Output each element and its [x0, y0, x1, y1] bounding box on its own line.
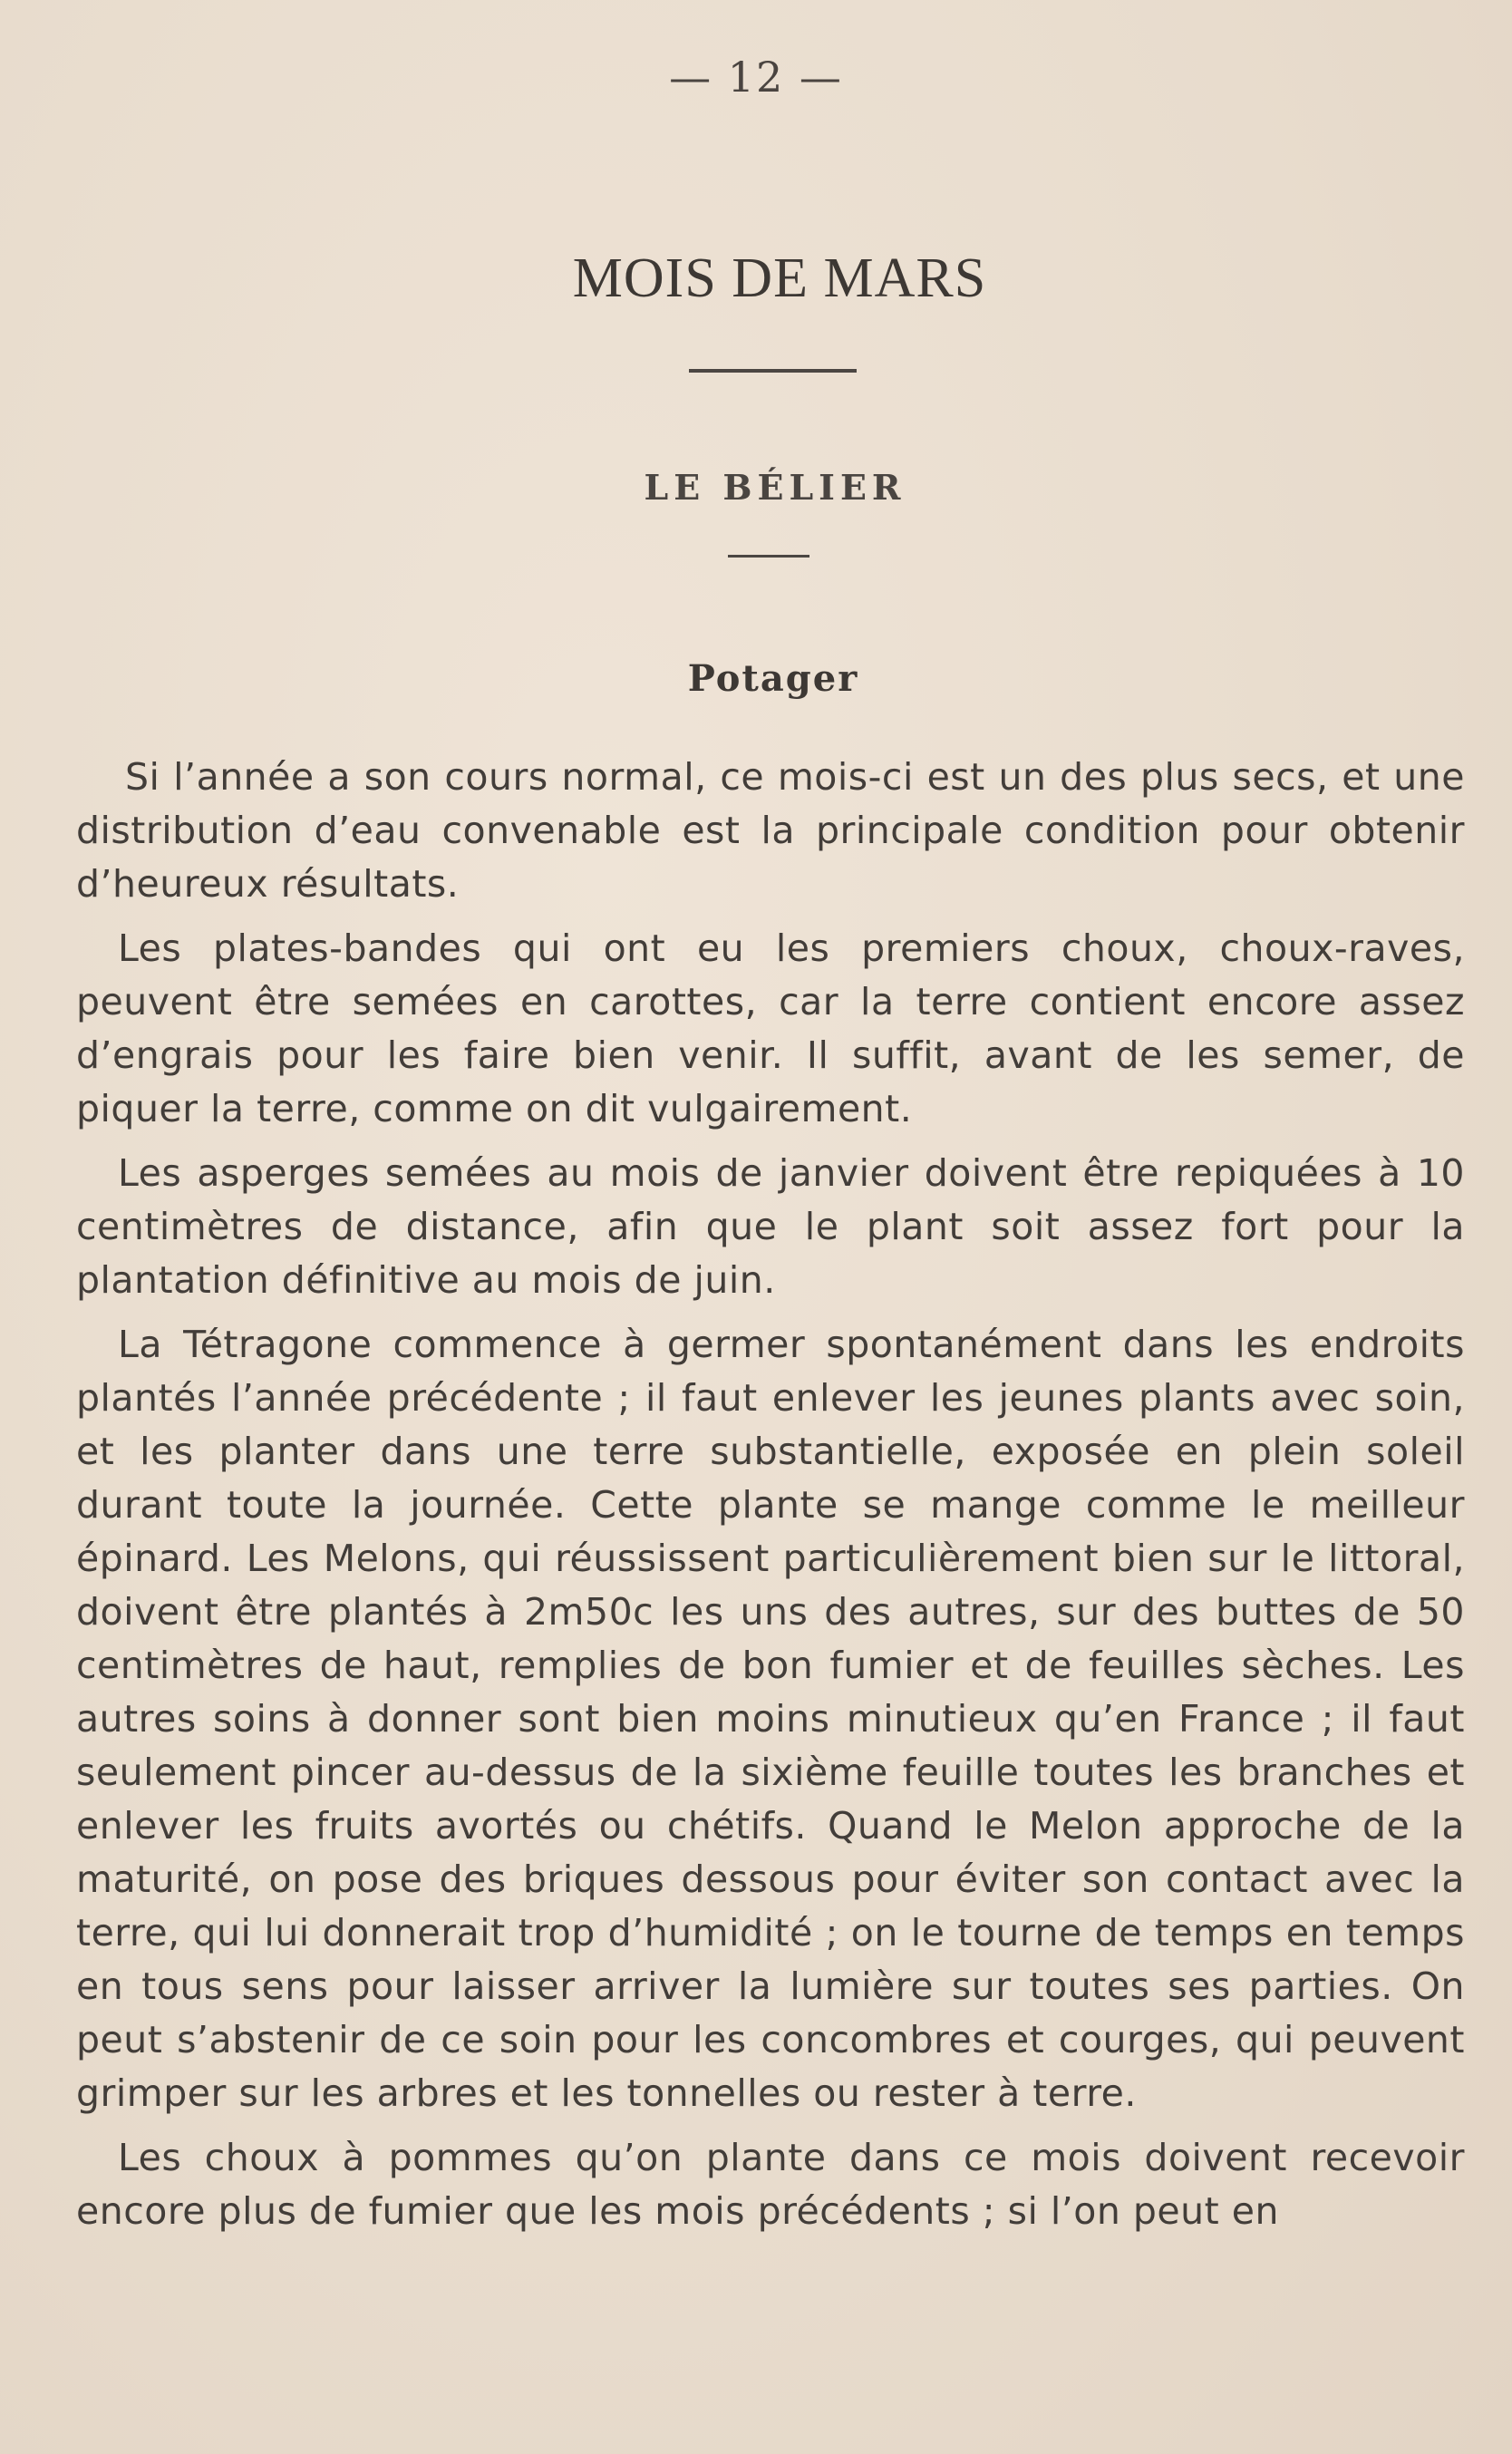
paragraph: Les asperges semées au mois de janvier doivent être repiquées à 10 centimètres de distance, afin que le plant soit assez fort pour la plantation définitive au mois de juin.	[76, 1151, 1465, 1302]
sign-rule	[728, 555, 809, 558]
month-title: MOIS DE MARS	[572, 247, 987, 309]
page-number: — 12 —	[669, 53, 843, 102]
paragraph: Les plates-bandes qui ont eu les premiers choux, choux-raves, peuvent être semées en carottes, car la terre contient encore assez d’engrais pour les faire bien venir. Il suffit, avant de les semer, de piquer la terre, comme on dit vulgairement.	[76, 926, 1465, 1130]
paragraph: La Tétragone commence à germer spontanément dans les endroits plantés l’année précédente ; il faut enlever les jeunes plants avec soin, et les planter dans une terre substantielle, exposée en plein soleil durant toute la journée. Cette plante se mange comme le meilleur épinard. Les Melons, qui réussissent particulièrement bien sur le littoral, doivent être plantés à 2m50c les uns des autres, sur des buttes de 50 centimètres de haut, remplies de bon fumier et de feuilles sèches. Les autres soins à donner sont bien moins minutieux qu’en France ; il faut seulement pincer au-dessus de la sixième feuille toutes les branches et enlever les fruits avortés ou chétifs. Quand le Melon approche de la maturité, on pose des briques dessous pour éviter son contact avec la terre, qui lui donnerait trop d’humidité ; on le tourne de temps en temps en tous sens pour laisser arriver la lumière sur toutes ses parties. On peut s’abstenir de ce soin pour les concombres et courges, qui peuvent grimper sur les arbres et les tonnelles ou rester à terre.	[76, 1323, 1465, 2115]
paragraph: Si l’année a son cours normal, ce mois-ci est un des plus secs, et une distribution d’eau convenable est la principale condition pour obtenir d’heureux résultats.	[76, 755, 1465, 906]
body-text	[76, 751, 1465, 2238]
title-rule	[689, 369, 857, 373]
paragraph: Les choux à pommes qu’on plante dans ce mois doivent recevoir encore plus de fumier que les mois précédents ; si l’on peut en	[76, 2136, 1465, 2233]
zodiac-sign-title: LE BÉLIER	[644, 467, 906, 508]
section-title: Potager	[687, 657, 859, 700]
